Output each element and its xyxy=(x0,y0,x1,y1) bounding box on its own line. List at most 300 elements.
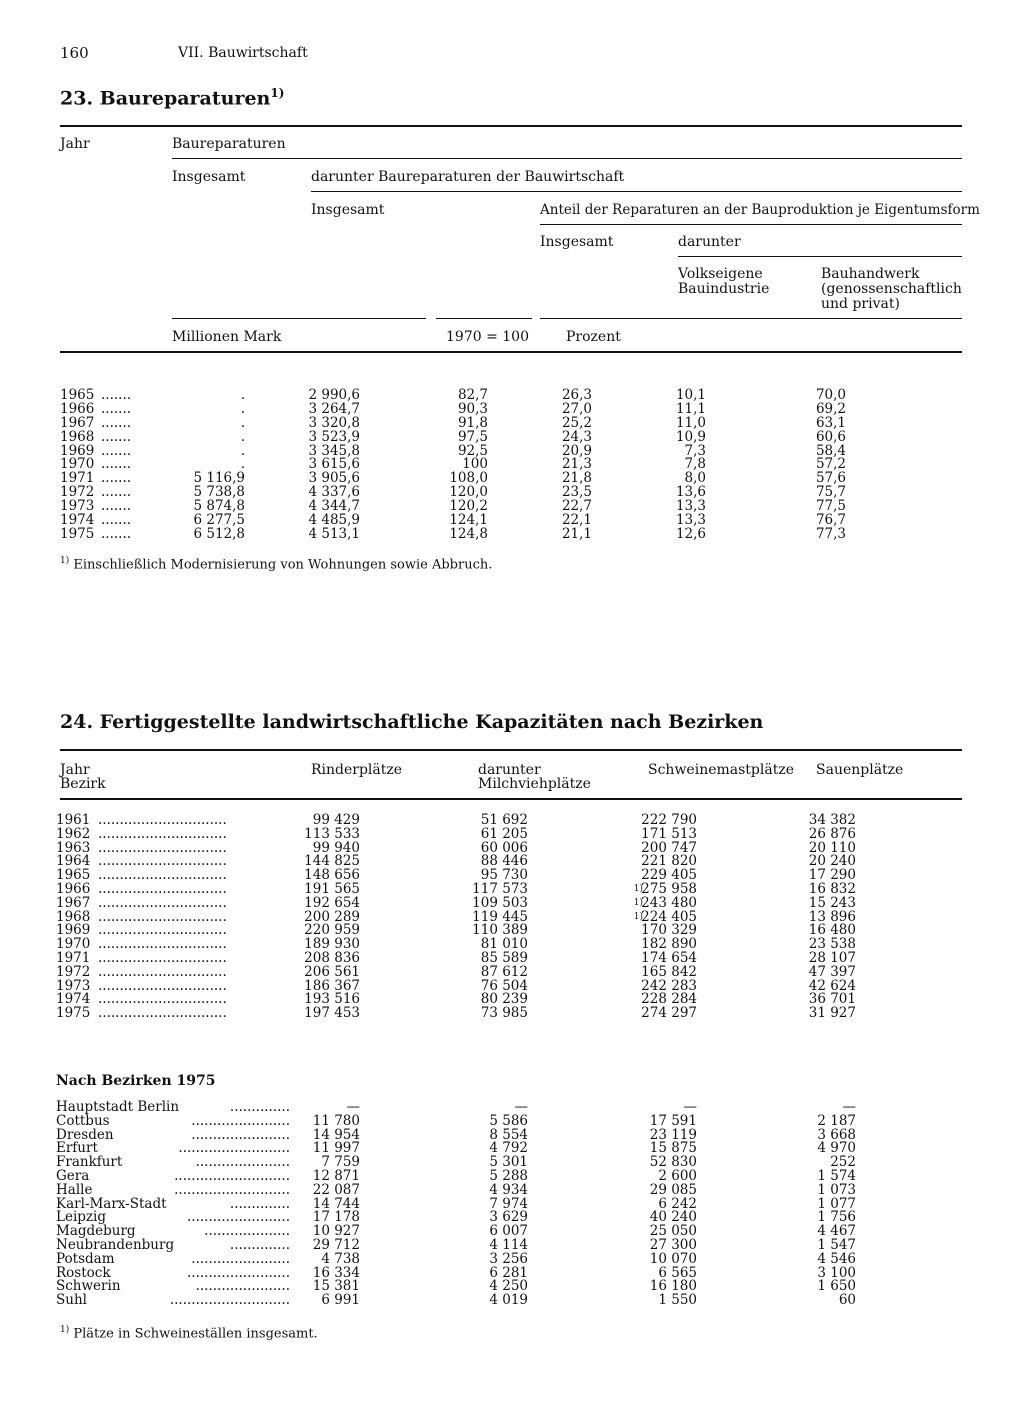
bauhandwerk-cell: 58,4 xyxy=(815,442,846,459)
schweinemast-cell: 221 820 xyxy=(641,853,697,870)
sauenplaetze-cell: 4 970 xyxy=(817,1140,856,1157)
milchvieh-cell: 6 007 xyxy=(489,1223,528,1240)
leader-dots: ....... xyxy=(101,484,132,501)
year-cell: 1966 xyxy=(60,400,95,417)
schweinemast-cell: — xyxy=(683,1099,697,1115)
col-head-milchviehplaetze: Milchviehplätze xyxy=(478,776,591,792)
leader-dots: ....... xyxy=(101,387,132,403)
schweinemast-cell: 229 405 xyxy=(641,867,697,884)
table-row xyxy=(0,499,1024,513)
sauenplaetze-cell: 28 107 xyxy=(808,949,856,966)
milchvieh-cell: 81 010 xyxy=(480,936,528,953)
milchvieh-cell: 117 573 xyxy=(472,880,528,897)
year-cell: 1974 xyxy=(60,512,95,529)
col-head-genossenschaftlich: (genossenschaftlich xyxy=(821,281,962,297)
rinderplaetze-cell: 6 991 xyxy=(321,1292,360,1309)
schweinemast-cell: 243 480 xyxy=(641,894,697,911)
table-24-years-body xyxy=(0,813,1024,1020)
table-row xyxy=(0,937,1024,951)
leader-dots: .............................. xyxy=(98,880,227,897)
year-cell: 1964 xyxy=(56,853,91,870)
col-head-bauindustrie: Bauindustrie xyxy=(678,281,770,297)
sauenplaetze-cell: 60 xyxy=(838,1292,856,1309)
table-row xyxy=(0,965,1024,979)
year-cell: 1967 xyxy=(60,414,95,431)
table-row xyxy=(0,979,1024,993)
leader-dots: ....... xyxy=(101,414,132,431)
leader-dots: .............. xyxy=(229,1099,290,1115)
leader-dots: ....................... xyxy=(191,1250,290,1267)
sauenplaetze-cell: 13 896 xyxy=(808,908,856,925)
leader-dots: .............................. xyxy=(98,839,227,856)
schweinemast-cell: 40 240 xyxy=(649,1209,697,1226)
sauenplaetze-cell: 2 187 xyxy=(817,1112,856,1129)
insgesamt-cell: 6 512,8 xyxy=(193,525,245,542)
leader-dots: .............................. xyxy=(98,825,227,842)
insgesamt-cell: . xyxy=(240,387,245,403)
leader-dots: ....... xyxy=(101,400,132,417)
leader-dots: .............................. xyxy=(98,977,227,994)
year-cell: 1971 xyxy=(60,470,95,487)
schweinemast-cell: 170 329 xyxy=(641,922,697,939)
rule-units-prozent xyxy=(540,318,962,319)
rinderplaetze-cell: 12 871 xyxy=(312,1167,360,1184)
page-number: 160 xyxy=(60,44,89,62)
rule xyxy=(172,158,962,159)
col-head-darunter: darunter xyxy=(678,234,741,250)
year-cell: 1971 xyxy=(56,949,91,966)
bauwirtschaft-cell: 4 513,1 xyxy=(308,525,360,542)
schweinemast-cell: 6 242 xyxy=(658,1195,697,1212)
anteil-cell: 21,3 xyxy=(561,456,592,473)
milchvieh-cell: 119 445 xyxy=(472,908,528,925)
volkseigene-cell: 13,3 xyxy=(675,498,706,515)
sauenplaetze-cell: 1 547 xyxy=(817,1236,856,1253)
leader-dots: .............. xyxy=(229,1195,290,1212)
bauhandwerk-cell: 75,7 xyxy=(815,484,846,501)
bezirk-cell: Leipzig xyxy=(56,1209,106,1226)
year-cell: 1974 xyxy=(56,991,91,1008)
table-row xyxy=(0,910,1024,924)
leader-dots: .................... xyxy=(204,1223,290,1240)
sauenplaetze-cell: 26 876 xyxy=(808,825,856,842)
index-cell: 124,1 xyxy=(449,512,488,529)
milchvieh-cell: 5 301 xyxy=(489,1154,528,1171)
table-row xyxy=(0,444,1024,458)
volkseigene-cell: 8,0 xyxy=(684,470,706,487)
table-row xyxy=(0,951,1024,965)
index-cell: 124,8 xyxy=(449,525,488,542)
rule xyxy=(540,224,962,225)
milchvieh-cell: 5 586 xyxy=(489,1112,528,1129)
index-cell: 92,5 xyxy=(457,442,488,459)
schweinemast-cell: 174 654 xyxy=(641,949,697,966)
bauwirtschaft-cell: 3 523,9 xyxy=(308,428,360,445)
leader-dots: .............................. xyxy=(98,812,227,828)
bauhandwerk-cell: 77,5 xyxy=(815,498,846,515)
year-cell: 1969 xyxy=(56,922,91,939)
milchvieh-cell: 61 205 xyxy=(480,825,528,842)
header-bottom-rule xyxy=(60,798,962,800)
schweinemast-cell: 52 830 xyxy=(649,1154,697,1171)
leader-dots: .............. xyxy=(229,1236,290,1253)
bezirk-cell: Karl-Marx-Stadt xyxy=(56,1195,167,1212)
sauenplaetze-cell: 34 382 xyxy=(808,812,856,828)
sauenplaetze-cell: 20 110 xyxy=(808,839,856,856)
subhead-nach-bezirken: Nach Bezirken 1975 xyxy=(56,1073,216,1089)
year-cell: 1968 xyxy=(60,428,95,445)
rinderplaetze-cell: 206 561 xyxy=(304,963,360,980)
header-bottom-rule xyxy=(60,351,962,353)
table-row xyxy=(0,841,1024,855)
insgesamt-cell: 5 116,9 xyxy=(193,470,245,487)
sauenplaetze-cell: 31 927 xyxy=(808,1005,856,1022)
sauenplaetze-cell: 252 xyxy=(830,1154,856,1171)
sauenplaetze-cell: 3 100 xyxy=(817,1264,856,1281)
insgesamt-cell: . xyxy=(240,400,245,417)
bauhandwerk-cell: 63,1 xyxy=(815,414,846,431)
schweinemast-cell: 29 085 xyxy=(649,1181,697,1198)
bauhandwerk-cell: 57,2 xyxy=(815,456,846,473)
bezirk-cell: Halle xyxy=(56,1181,93,1198)
rinderplaetze-cell: 14 954 xyxy=(312,1126,360,1143)
sauenplaetze-cell: 17 290 xyxy=(808,867,856,884)
sauenplaetze-cell: 3 668 xyxy=(817,1126,856,1143)
rinderplaetze-cell: 14 744 xyxy=(312,1195,360,1212)
bauhandwerk-cell: 57,6 xyxy=(815,470,846,487)
anteil-cell: 23,5 xyxy=(561,484,592,501)
table-row xyxy=(0,1293,1024,1307)
leader-dots: .............................. xyxy=(98,936,227,953)
sauenplaetze-cell: 16 832 xyxy=(808,880,856,897)
table-row xyxy=(0,827,1024,841)
rule-units-index xyxy=(436,318,532,319)
year-cell: 1975 xyxy=(56,1005,91,1022)
table-24-bezirke-body xyxy=(0,1100,1024,1307)
bauwirtschaft-cell: 3 345,8 xyxy=(308,442,360,459)
year-cell: 1972 xyxy=(60,484,95,501)
anteil-cell: 20,9 xyxy=(561,442,592,459)
col-head-bezirk: Bezirk xyxy=(60,776,106,792)
rinderplaetze-cell: 4 738 xyxy=(321,1250,360,1267)
section-title: VII. Bauwirtschaft xyxy=(178,45,308,61)
rinderplaetze-cell: 99 940 xyxy=(312,839,360,856)
volkseigene-cell: 10,1 xyxy=(675,387,706,403)
milchvieh-cell: 87 612 xyxy=(480,963,528,980)
rinderplaetze-cell: 113 533 xyxy=(304,825,360,842)
schweinemast-cell: 10 070 xyxy=(649,1250,697,1267)
year-cell: 1970 xyxy=(56,936,91,953)
col-head-jahr: Jahr xyxy=(60,136,90,152)
milchvieh-cell: 3 256 xyxy=(489,1250,528,1267)
bauhandwerk-cell: 70,0 xyxy=(815,387,846,403)
bauwirtschaft-cell: 3 320,8 xyxy=(308,414,360,431)
leader-dots: ....................... xyxy=(191,1112,290,1129)
volkseigene-cell: 11,1 xyxy=(675,400,706,417)
col-head-darunter-bauwirtschaft: darunter Baureparaturen der Bauwirtschaft xyxy=(311,169,625,185)
bauwirtschaft-cell: 3 615,6 xyxy=(308,456,360,473)
table-row xyxy=(0,1128,1024,1142)
table-24-footnote: $^{1)}$ Plätze in Schweineställen insgesamt. xyxy=(60,1325,318,1342)
leader-dots: .............................. xyxy=(98,991,227,1008)
unit-index: 1970 = 100 xyxy=(446,329,529,345)
milchvieh-cell: 51 692 xyxy=(480,812,528,828)
col-head-insgesamt: Insgesamt xyxy=(172,169,246,185)
schweinemast-cell: 27 300 xyxy=(649,1236,697,1253)
bezirk-cell: Neubrandenburg xyxy=(56,1236,175,1253)
rinderplaetze-cell: 197 453 xyxy=(304,1005,360,1022)
year-cell: 1972 xyxy=(56,963,91,980)
index-cell: 90,3 xyxy=(457,400,488,417)
leader-dots: ....... xyxy=(101,512,132,529)
leader-dots: .............................. xyxy=(98,853,227,870)
rinderplaetze-cell: 22 087 xyxy=(312,1181,360,1198)
leader-dots: ........................... xyxy=(174,1181,290,1198)
table-row xyxy=(0,813,1024,827)
year-cell: 1973 xyxy=(56,977,91,994)
year-cell: 1975 xyxy=(60,525,95,542)
schweinemast-cell: 16 180 xyxy=(649,1278,697,1295)
volkseigene-cell: 7,8 xyxy=(684,456,706,473)
leader-dots: ............................ xyxy=(169,1292,290,1309)
col-head-jahr: Jahr xyxy=(60,762,90,778)
rinderplaetze-cell: 191 565 xyxy=(304,880,360,897)
index-cell: 82,7 xyxy=(457,387,488,403)
table-row xyxy=(0,992,1024,1006)
table-row xyxy=(0,1006,1024,1020)
leader-dots: ...................... xyxy=(195,1154,290,1171)
bauwirtschaft-cell: 2 990,6 xyxy=(308,387,360,403)
milchvieh-cell: 4 019 xyxy=(489,1292,528,1309)
footnote-mark: 1) xyxy=(633,911,643,922)
anteil-cell: 24,3 xyxy=(561,428,592,445)
milchvieh-cell: 80 239 xyxy=(480,991,528,1008)
anteil-cell: 25,2 xyxy=(561,414,592,431)
schweinemast-cell: 222 790 xyxy=(641,812,697,828)
leader-dots: .............................. xyxy=(98,894,227,911)
milchvieh-cell: 60 006 xyxy=(480,839,528,856)
rinderplaetze-cell: 15 381 xyxy=(312,1278,360,1295)
volkseigene-cell: 7,3 xyxy=(684,442,706,459)
schweinemast-cell: 242 283 xyxy=(641,977,697,994)
year-cell: 1973 xyxy=(60,498,95,515)
table-row xyxy=(0,402,1024,416)
table-row xyxy=(0,1169,1024,1183)
volkseigene-cell: 12,6 xyxy=(675,525,706,542)
bezirk-cell: Frankfurt xyxy=(56,1154,123,1171)
table-24-title: 24. Fertiggestellte landwirtschaftliche Kapazitäten nach Bezirken xyxy=(60,711,764,733)
bezirk-cell: Gera xyxy=(56,1167,90,1184)
rinderplaetze-cell: 11 997 xyxy=(312,1140,360,1157)
top-rule xyxy=(60,125,962,127)
volkseigene-cell: 10,9 xyxy=(675,428,706,445)
table-row xyxy=(0,1238,1024,1252)
volkseigene-cell: 13,3 xyxy=(675,512,706,529)
leader-dots: .............................. xyxy=(98,922,227,939)
col-head-privat: und privat) xyxy=(821,296,900,312)
rinderplaetze-cell: 148 656 xyxy=(304,867,360,884)
bezirk-cell: Hauptstadt Berlin xyxy=(56,1099,180,1115)
anteil-cell: 21,1 xyxy=(561,525,592,542)
table-row xyxy=(0,416,1024,430)
index-cell: 120,0 xyxy=(449,484,488,501)
sauenplaetze-cell: 23 538 xyxy=(808,936,856,953)
leader-dots: ...................... xyxy=(195,1278,290,1295)
year-cell: 1963 xyxy=(56,839,91,856)
schweinemast-cell: 25 050 xyxy=(649,1223,697,1240)
table-row xyxy=(0,1252,1024,1266)
sauenplaetze-cell: 1 077 xyxy=(817,1195,856,1212)
rule-units-mio xyxy=(172,318,426,319)
schweinemast-cell: 224 405 xyxy=(641,908,697,925)
year-cell: 1967 xyxy=(56,894,91,911)
milchvieh-cell: 76 504 xyxy=(480,977,528,994)
anteil-cell: 27,0 xyxy=(561,400,592,417)
year-cell: 1970 xyxy=(60,456,95,473)
insgesamt-cell: 6 277,5 xyxy=(193,512,245,529)
year-cell: 1965 xyxy=(56,867,91,884)
col-head-rinderplaetze: Rinderplätze xyxy=(311,762,403,778)
insgesamt-cell: . xyxy=(240,428,245,445)
rinderplaetze-cell: 189 930 xyxy=(304,936,360,953)
sauenplaetze-cell: 1 650 xyxy=(817,1278,856,1295)
bauhandwerk-cell: 77,3 xyxy=(815,525,846,542)
index-cell: 97,5 xyxy=(457,428,488,445)
col-head-insgesamt-anteil: Insgesamt xyxy=(540,234,614,250)
rinderplaetze-cell: 144 825 xyxy=(304,853,360,870)
milchvieh-cell: 109 503 xyxy=(472,894,528,911)
sauenplaetze-cell: 1 756 xyxy=(817,1209,856,1226)
bezirk-cell: Dresden xyxy=(56,1126,114,1143)
bezirk-cell: Erfurt xyxy=(56,1140,98,1157)
year-cell: 1962 xyxy=(56,825,91,842)
leader-dots: ....... xyxy=(101,442,132,459)
insgesamt-cell: 5 738,8 xyxy=(193,484,245,501)
footnote-mark: 1) xyxy=(633,897,643,908)
rinderplaetze-cell: 16 334 xyxy=(312,1264,360,1281)
leader-dots: .............................. xyxy=(98,949,227,966)
table-row xyxy=(0,485,1024,499)
table-row xyxy=(0,1114,1024,1128)
leader-dots: ........................ xyxy=(187,1264,290,1281)
anteil-cell: 21,8 xyxy=(561,470,592,487)
sauenplaetze-cell: 36 701 xyxy=(808,991,856,1008)
year-cell: 1961 xyxy=(56,812,91,828)
rinderplaetze-cell: 192 654 xyxy=(304,894,360,911)
col-head-darunter: darunter xyxy=(478,762,541,778)
table-row xyxy=(0,896,1024,910)
leader-dots: ....... xyxy=(101,428,132,445)
milchvieh-cell: 110 389 xyxy=(472,922,528,939)
leader-dots: ........................... xyxy=(174,1167,290,1184)
milchvieh-cell: 4 114 xyxy=(489,1236,528,1253)
table-row xyxy=(0,1224,1024,1238)
schweinemast-cell: 165 842 xyxy=(641,963,697,980)
index-cell: 120,2 xyxy=(449,498,488,515)
milchvieh-cell: — xyxy=(514,1099,528,1115)
year-cell: 1966 xyxy=(56,880,91,897)
year-cell: 1968 xyxy=(56,908,91,925)
col-head-anteil: Anteil der Reparaturen an der Bauproduktion je Eigentumsform xyxy=(540,202,980,218)
col-head-bauhandwerk: Bauhandwerk xyxy=(821,266,920,282)
insgesamt-cell: 5 874,8 xyxy=(193,498,245,515)
sauenplaetze-cell: 47 397 xyxy=(808,963,856,980)
rinderplaetze-cell: 99 429 xyxy=(312,812,360,828)
rinderplaetze-cell: 200 289 xyxy=(304,908,360,925)
index-cell: 91,8 xyxy=(457,414,488,431)
rinderplaetze-cell: 17 178 xyxy=(312,1209,360,1226)
col-head-baureparaturen: Baureparaturen xyxy=(172,136,286,152)
bezirk-cell: Magdeburg xyxy=(56,1223,136,1240)
table-row xyxy=(0,1210,1024,1224)
bauwirtschaft-cell: 4 485,9 xyxy=(308,512,360,529)
table-row xyxy=(0,1155,1024,1169)
anteil-cell: 22,1 xyxy=(561,512,592,529)
leader-dots: .............................. xyxy=(98,908,227,925)
schweinemast-cell: 15 875 xyxy=(649,1140,697,1157)
table-row xyxy=(0,1197,1024,1211)
rinderplaetze-cell: 193 516 xyxy=(304,991,360,1008)
schweinemast-cell: 275 958 xyxy=(641,880,697,897)
milchvieh-cell: 4 792 xyxy=(489,1140,528,1157)
table-row xyxy=(0,1100,1024,1114)
rinderplaetze-cell: 29 712 xyxy=(312,1236,360,1253)
milchvieh-cell: 4 250 xyxy=(489,1278,528,1295)
rinderplaetze-cell: — xyxy=(346,1099,360,1115)
volkseigene-cell: 13,6 xyxy=(675,484,706,501)
rinderplaetze-cell: 7 759 xyxy=(321,1154,360,1171)
bezirk-cell: Rostock xyxy=(56,1264,111,1281)
schweinemast-cell: 182 890 xyxy=(641,936,697,953)
bauwirtschaft-cell: 4 344,7 xyxy=(308,498,360,515)
table-row xyxy=(0,388,1024,402)
unit-millionen-mark: Millionen Mark xyxy=(172,329,282,345)
schweinemast-cell: 6 565 xyxy=(658,1264,697,1281)
milchvieh-cell: 95 730 xyxy=(480,867,528,884)
leader-dots: .............................. xyxy=(98,1005,227,1022)
rinderplaetze-cell: 10 927 xyxy=(312,1223,360,1240)
table-row xyxy=(0,430,1024,444)
leader-dots: .......................... xyxy=(178,1140,290,1157)
col-head-insgesamt-bw: Insgesamt xyxy=(311,202,385,218)
milchvieh-cell: 73 985 xyxy=(480,1005,528,1022)
leader-dots: ....................... xyxy=(191,1126,290,1143)
sauenplaetze-cell: — xyxy=(842,1099,856,1115)
table-row xyxy=(0,923,1024,937)
bauhandwerk-cell: 69,2 xyxy=(815,400,846,417)
year-cell: 1969 xyxy=(60,442,95,459)
table-row xyxy=(0,1279,1024,1293)
footnote-mark: 1) xyxy=(633,883,643,894)
table-row xyxy=(0,1141,1024,1155)
top-rule xyxy=(60,749,962,751)
volkseigene-cell: 11,0 xyxy=(675,414,706,431)
milchvieh-cell: 85 589 xyxy=(480,949,528,966)
insgesamt-cell: . xyxy=(240,442,245,459)
leader-dots: ....... xyxy=(101,470,132,487)
table-row xyxy=(0,882,1024,896)
bezirk-cell: Cottbus xyxy=(56,1112,110,1129)
milchvieh-cell: 7 974 xyxy=(489,1195,528,1212)
schweinemast-cell: 2 600 xyxy=(658,1167,697,1184)
title-footnote-mark: 1) xyxy=(270,86,285,100)
schweinemast-cell: 200 747 xyxy=(641,839,697,856)
index-cell: 100 xyxy=(462,456,488,473)
table-row xyxy=(0,868,1024,882)
rinderplaetze-cell: 220 959 xyxy=(304,922,360,939)
schweinemast-cell: 23 119 xyxy=(649,1126,697,1143)
col-head-sauenplaetze: Sauenplätze xyxy=(816,762,904,778)
